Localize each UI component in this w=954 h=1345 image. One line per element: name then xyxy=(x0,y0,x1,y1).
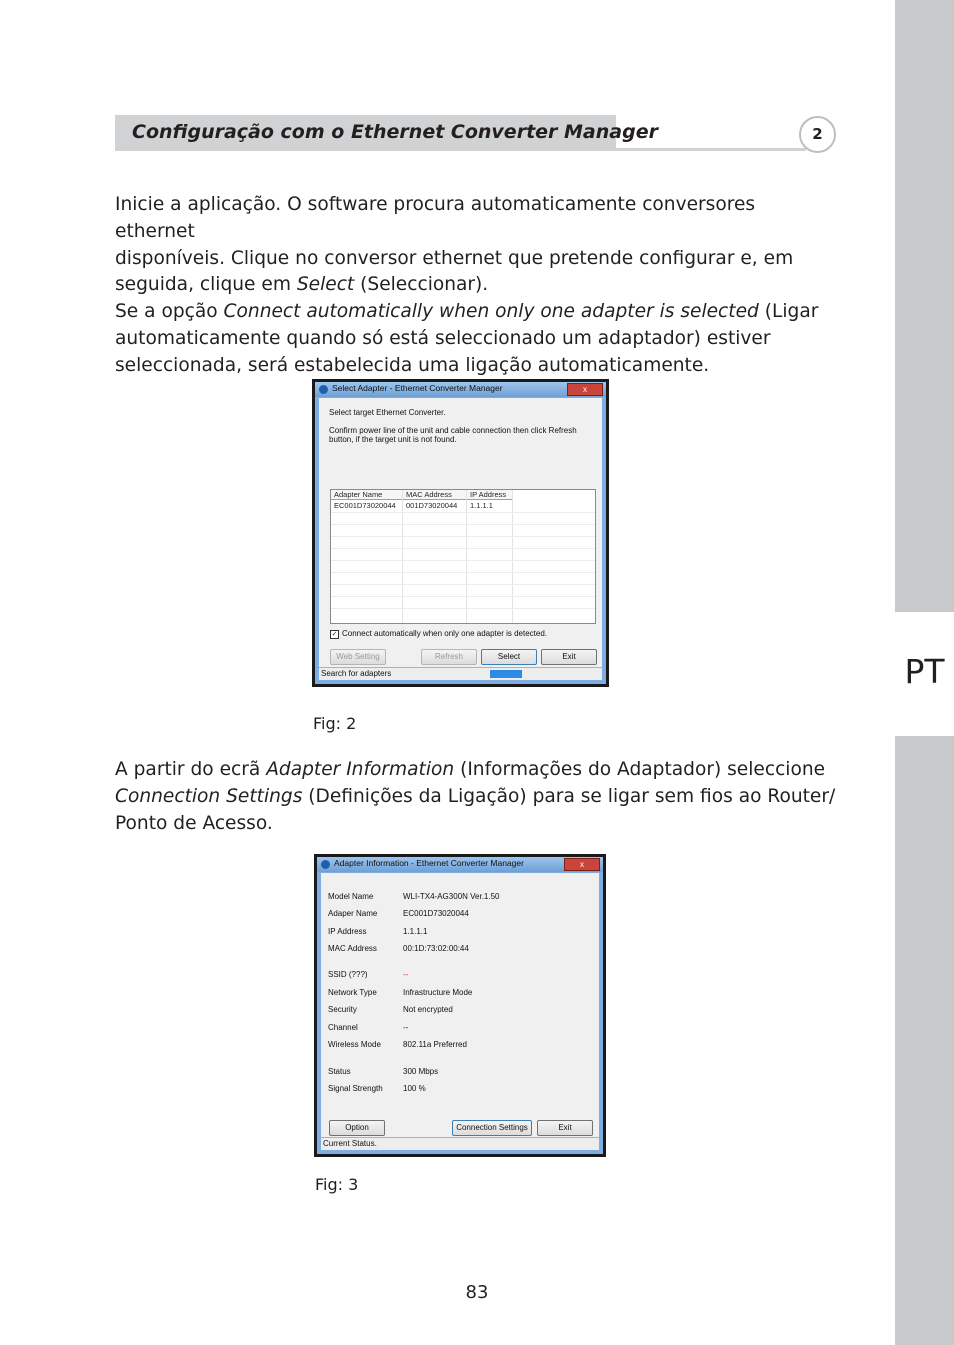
search-progress-bar xyxy=(490,670,522,678)
figure-caption: Fig: 2 xyxy=(313,714,357,733)
grid-line xyxy=(512,490,513,623)
para1-line xyxy=(115,299,840,326)
app-icon xyxy=(319,385,328,394)
text-run: (Informações do Adaptador) seleccione xyxy=(454,759,826,780)
info-label: MAC Address xyxy=(328,944,377,953)
text-run: (Ligar xyxy=(758,301,819,323)
step-number-badge: 2 xyxy=(799,116,836,153)
grid-line xyxy=(331,524,595,525)
info-value: -- xyxy=(403,1023,409,1032)
exit-button[interactable]: Exit xyxy=(537,1120,593,1136)
text-run: (Seleccionar). xyxy=(354,274,489,296)
grid-line xyxy=(331,608,595,609)
second-paragraph xyxy=(115,757,840,837)
info-label: Wireless Mode xyxy=(328,1040,381,1049)
info-value: EC001D73020044 xyxy=(403,909,469,918)
column-header[interactable]: Adapter Name xyxy=(331,490,403,500)
option-button[interactable]: Option xyxy=(329,1120,385,1136)
info-value: 100 % xyxy=(403,1084,426,1093)
page-number: 83 xyxy=(465,1282,489,1303)
instruction-text: Select target Ethernet Converter. xyxy=(329,408,446,417)
grid-line xyxy=(331,512,595,513)
section-header-rule xyxy=(616,148,806,151)
para1-line xyxy=(115,272,840,299)
info-label: Network Type xyxy=(328,988,377,997)
info-value: 802.11a Preferred xyxy=(403,1040,467,1049)
connection-settings-button[interactable]: Connection Settings xyxy=(452,1120,532,1136)
select-button[interactable]: Select xyxy=(481,649,537,665)
select-adapter-window xyxy=(312,379,609,687)
title-bar xyxy=(315,382,606,397)
column-header[interactable]: MAC Address xyxy=(403,490,467,500)
info-label: Signal Strength xyxy=(328,1084,383,1093)
auto-connect-checkbox[interactable]: ✓ xyxy=(331,631,338,638)
intro-paragraph xyxy=(115,192,840,380)
text-run-italic: Connection Settings xyxy=(115,785,303,807)
status-bar xyxy=(319,667,602,680)
app-icon xyxy=(321,860,330,869)
adapter-information-window xyxy=(314,854,606,1157)
info-value: WLI-TX4-AG300N Ver.1.50 xyxy=(403,892,500,901)
info-label: Adaper Name xyxy=(328,909,378,918)
status-bar xyxy=(321,1137,599,1150)
text-run: (Definições da Ligação) para se ligar sem fios ao Router/ xyxy=(302,785,836,807)
language-tab-top xyxy=(895,0,954,612)
window-title: Adapter Information - Ethernet Converter Manager xyxy=(334,858,524,868)
text-run: Se a opção xyxy=(115,301,224,323)
info-label: IP Address xyxy=(328,927,367,936)
section-title: Configuração com o Ethernet Converter Manager xyxy=(132,121,658,143)
status-text: Current Status. xyxy=(323,1139,377,1148)
title-bar xyxy=(317,857,603,872)
refresh-button[interactable]: Refresh xyxy=(421,649,477,665)
grid-line xyxy=(331,560,595,561)
grid-line xyxy=(331,548,595,549)
info-label: Status xyxy=(328,1067,351,1076)
web-setting-button[interactable]: Web Setting xyxy=(330,649,386,665)
close-button[interactable]: x xyxy=(567,383,603,396)
status-text: Search for adapters xyxy=(321,669,392,678)
info-value: -- xyxy=(403,970,409,979)
adapter-name-cell[interactable]: EC001D73020044 xyxy=(334,501,396,510)
info-value: 1.1.1.1 xyxy=(403,927,428,936)
info-label: Model Name xyxy=(328,892,374,901)
grid-line xyxy=(331,596,595,597)
text-run-italic: Adapter Information xyxy=(266,759,455,780)
info-value: Infrastructure Mode xyxy=(403,988,473,997)
grid-line xyxy=(331,572,595,573)
instruction-text: Confirm power line of the unit and cable connection then click Refresh xyxy=(329,426,577,435)
dialog-body xyxy=(321,873,599,1150)
text-run: A partir do ecrã xyxy=(115,759,267,780)
window-title: Select Adapter - Ethernet Converter Manager xyxy=(332,383,503,393)
para1-line: Inicie a aplicação. O software procura automaticamente conversores ethernet xyxy=(115,194,756,242)
text-run-italic: Connect automatically when only one adapter is selected xyxy=(223,301,759,323)
text-run-italic: Select xyxy=(296,274,355,296)
auto-connect-label: Connect automatically when only one adapter is detected. xyxy=(342,629,548,638)
figure-caption: Fig: 3 xyxy=(315,1175,359,1194)
info-value: 300 Mbps xyxy=(403,1067,439,1076)
para1-line: seleccionada, será estabelecida uma ligação automaticamente. xyxy=(115,354,710,376)
info-label: Channel xyxy=(328,1023,358,1032)
exit-button[interactable]: Exit xyxy=(541,649,597,665)
language-tab-bottom xyxy=(895,736,954,1345)
instruction-text: button, if the target unit is not found. xyxy=(329,435,457,444)
info-value: 00:1D:73:02:00:44 xyxy=(403,944,469,953)
dialog-body xyxy=(319,398,602,680)
mac-address-cell[interactable]: 001D73020044 xyxy=(406,501,458,510)
info-value: Not encrypted xyxy=(403,1005,453,1014)
close-button[interactable]: x xyxy=(564,858,600,871)
para2-line: Ponto de Acesso. xyxy=(115,812,273,834)
ip-address-cell[interactable]: 1.1.1.1 xyxy=(470,501,493,510)
grid-line xyxy=(331,584,595,585)
text-run: seguida, clique em xyxy=(115,274,297,296)
info-label: SSID (???) xyxy=(328,970,368,979)
para2-line xyxy=(115,757,840,784)
info-label: Security xyxy=(328,1005,357,1014)
column-header[interactable]: IP Address xyxy=(467,490,513,500)
para1-line: automaticamente quando só está seleccionado um adaptador) estiver xyxy=(115,327,771,349)
para2-line xyxy=(115,784,840,811)
para1-line: disponíveis. Clique no conversor ethernet que pretende configurar e, em xyxy=(115,247,794,269)
language-tab-label: PT xyxy=(904,652,945,691)
grid-line xyxy=(331,536,595,537)
adapter-list[interactable] xyxy=(330,489,596,624)
